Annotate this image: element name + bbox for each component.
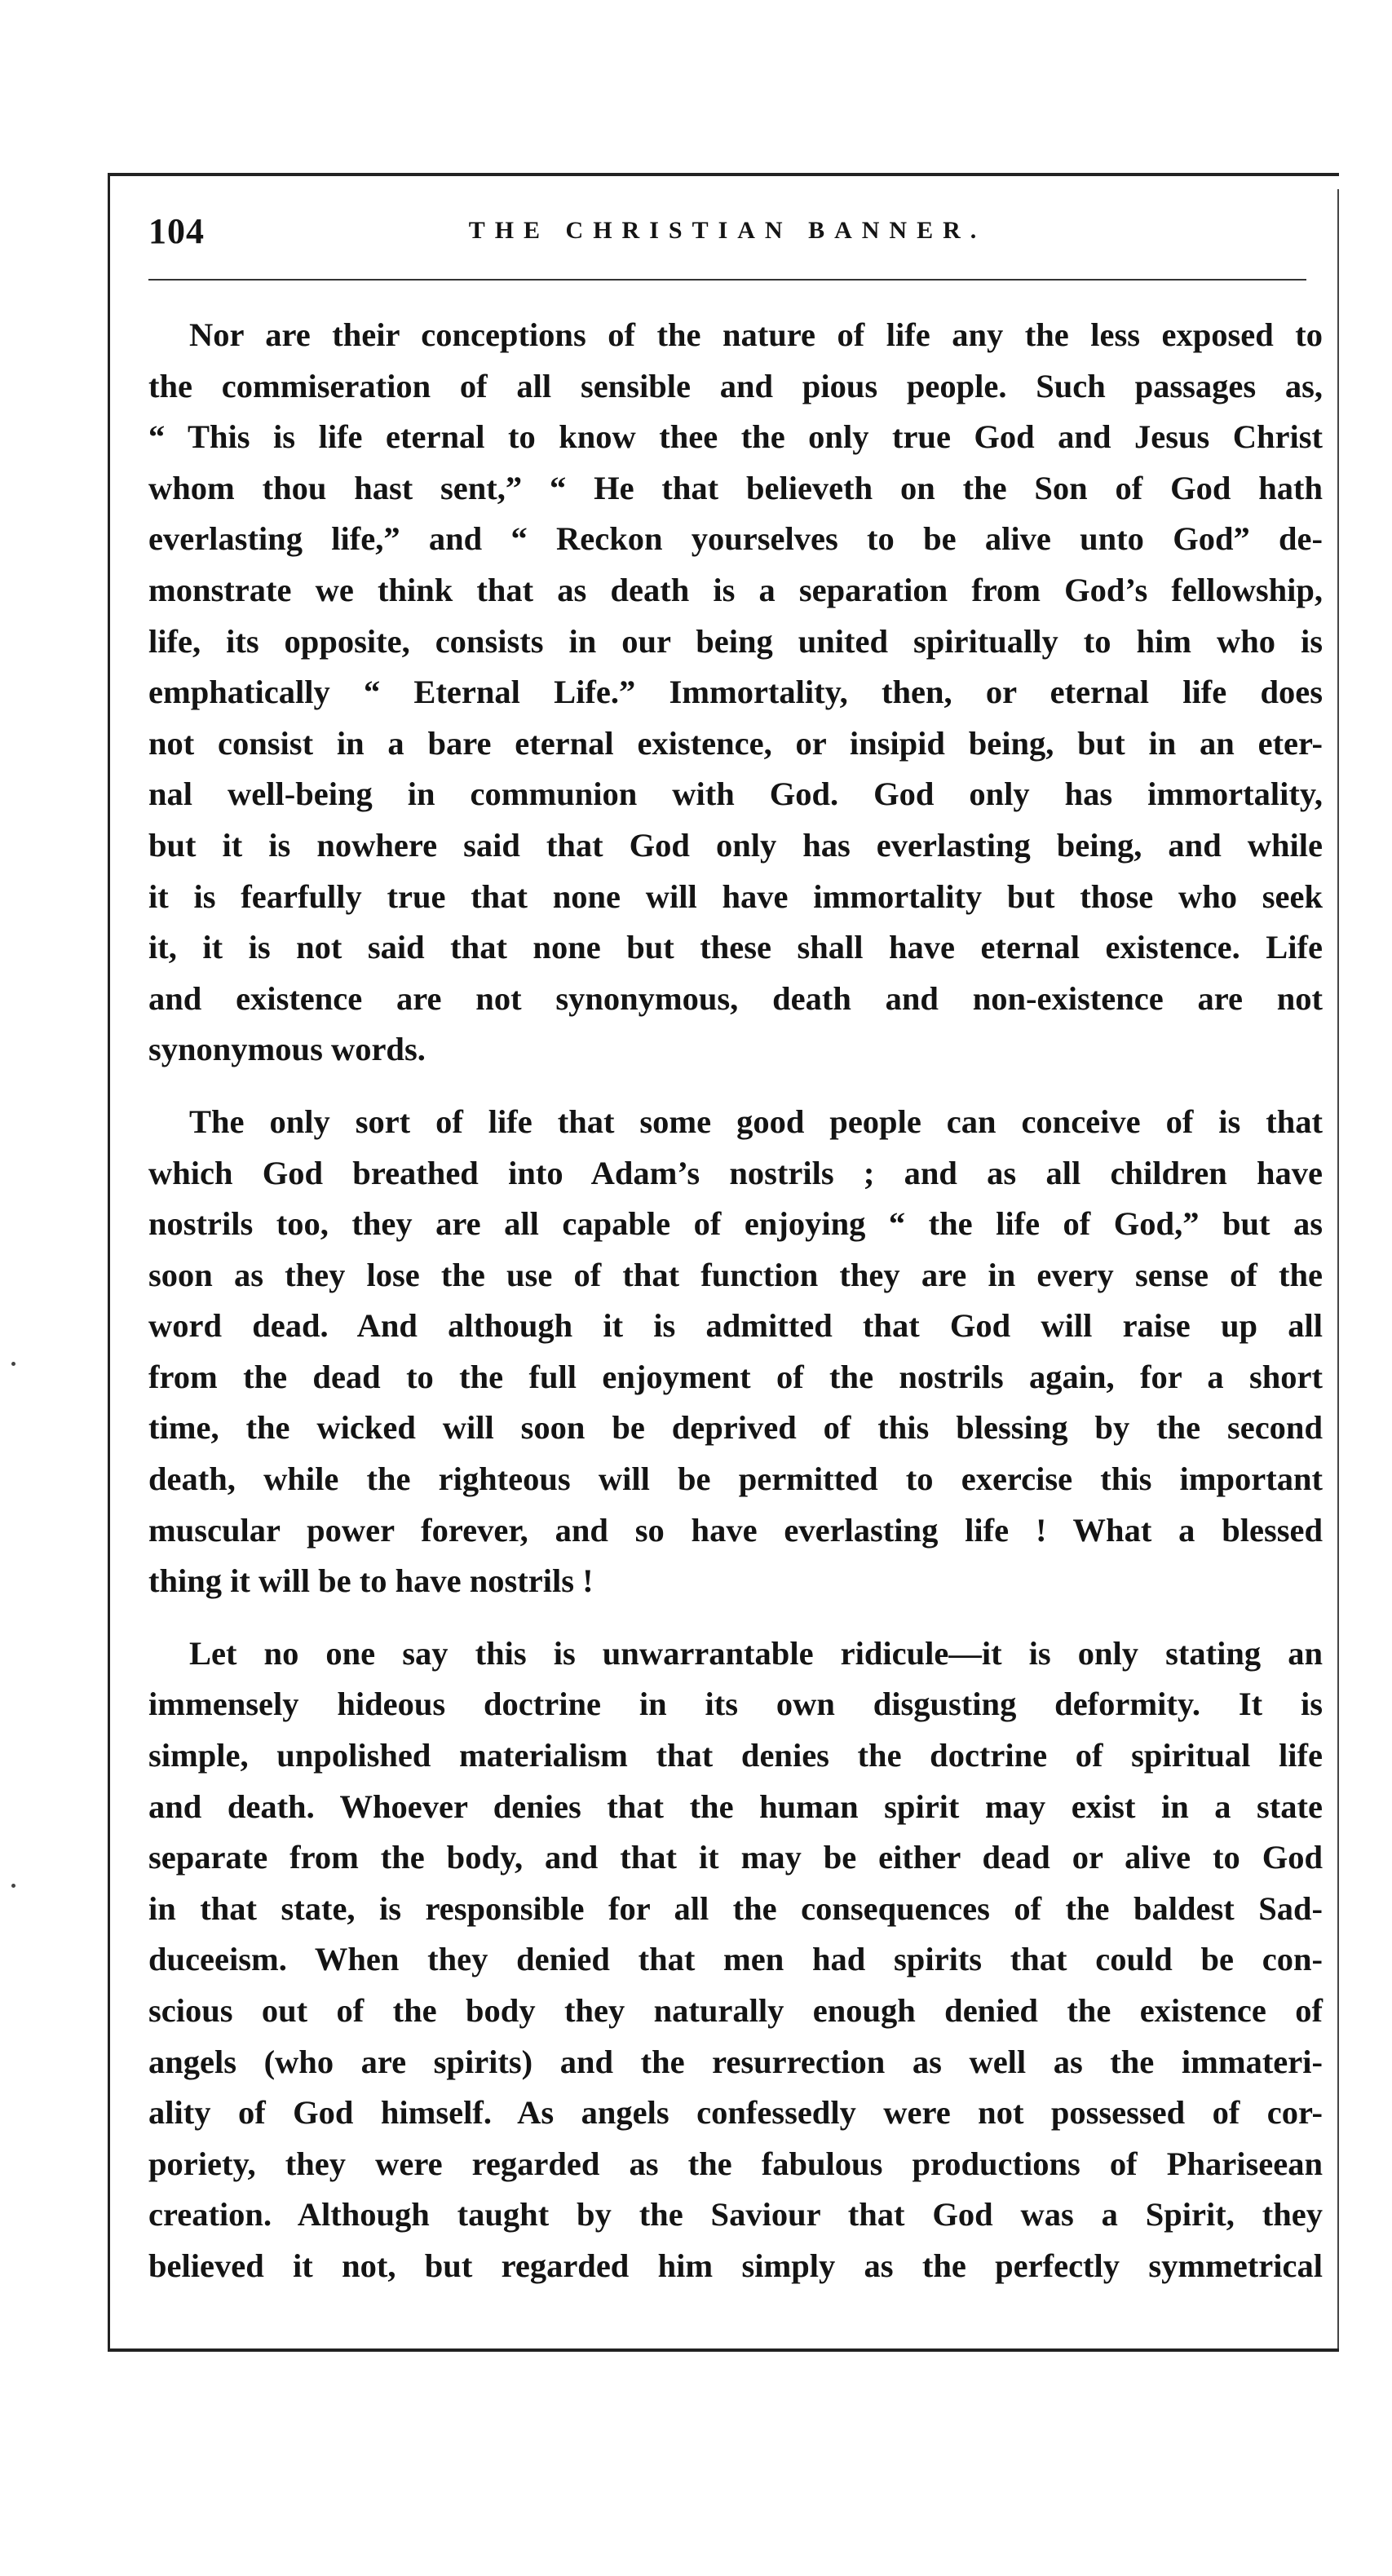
text-line: ality of God himself. As angels confessedly were not possessed of cor- [148, 2094, 1323, 2132]
text-line: not consist in a bare eternal existence, or insipid being, but in an eter- [148, 724, 1323, 762]
text-line: time, the wicked will soon be deprived of this blessing by the second [148, 1409, 1323, 1447]
text-line: it is fearfully true that none will have immortality but those who seek [148, 877, 1323, 915]
text-line: nostrils too, they are all capable of enjoying “ the life of God,” but as [148, 1205, 1323, 1243]
header-divider [148, 279, 1306, 281]
text-line: and death. Whoever denies that the human spirit may exist in a state [148, 1787, 1323, 1825]
text-line: which God breathed into Adam’s nostrils ; and as all children have [148, 1154, 1323, 1191]
text-line: The only sort of life that some good people can conceive of is that [189, 1102, 1323, 1140]
text-line: monstrate we think that as death is a separation from God’s fellowship, [148, 571, 1323, 608]
text-line: nal well-being in communion with God. God only has immortality, [148, 775, 1323, 813]
top-border-rule [108, 173, 1339, 176]
page-frame [108, 173, 1339, 2352]
left-border-rule [108, 173, 110, 2352]
running-head [148, 210, 1306, 259]
text-line: word dead. And although it is admitted that God will raise up all [148, 1307, 1323, 1345]
text-line: angels (who are spirits) and the resurrection as well as the immateri- [148, 2043, 1323, 2080]
text-line: from the dead to the full enjoyment of the nostrils again, for a short [148, 1358, 1323, 1395]
text-line: separate from the body, and that it may be either dead or alive to God [148, 1839, 1323, 1876]
text-line: scious out of the body they naturally enough denied the existence of [148, 1992, 1323, 2029]
text-line: but it is nowhere said that God only has everlasting being, and while [148, 826, 1323, 864]
text-line: believed it not, but regarded him simply as the perfectly symmetrical [148, 2247, 1323, 2284]
text-line: life, its opposite, consists in our being united spiritually to him who is [148, 622, 1323, 660]
text-line: synonymous words. [148, 1031, 426, 1068]
journal-title: THE CHRISTIAN BANNER. [468, 217, 987, 244]
paragraph-2 [148, 1097, 1323, 1607]
ink-speck [11, 1362, 15, 1366]
text-line: muscular power forever, and so have everlasting life ! What a blessed [148, 1511, 1323, 1549]
text-line: thing it will be to have nostrils ! [148, 1562, 594, 1600]
text-line: soon as they lose the use of that function they are in every sense of the [148, 1256, 1323, 1293]
text-line: the commiseration of all sensible and pious people. Such passages as, [148, 367, 1323, 404]
right-border-rule [1337, 189, 1339, 2352]
text-line: Let no one say this is unwarrantable ridicule—it is only stating an [189, 1634, 1323, 1672]
text-line: duceeism. When they denied that men had spirits that could be con- [148, 1941, 1323, 1978]
ink-speck [11, 1884, 15, 1888]
text-line: whom thou hast sent,” “ He that believeth on the Son of God hath [148, 469, 1323, 506]
text-line: “ This is life eternal to know thee the only true God and Jesus Christ [148, 418, 1323, 456]
text-line: death, while the righteous will be permitted to exercise this important [148, 1460, 1323, 1498]
text-line: simple, unpolished materialism that denies the doctrine of spiritual life [148, 1737, 1323, 1774]
text-line: immensely hideous doctrine in its own disgusting deformity. It is [148, 1686, 1323, 1723]
page-number: 104 [148, 211, 205, 251]
paragraph-1 [148, 310, 1323, 1076]
text-line: in that state, is responsible for all the consequences of the baldest Sad- [148, 1889, 1323, 1927]
text-line: creation. Although taught by the Saviour that God was a Spirit, they [148, 2196, 1323, 2234]
text-line: Nor are their conceptions of the nature of life any the less exposed to [189, 316, 1323, 353]
text-line: poriety, they were regarded as the fabulous productions of Phariseean [148, 2145, 1323, 2182]
paragraph-3 [148, 1628, 1323, 2292]
text-line: and existence are not synonymous, death and non-existence are not [148, 979, 1323, 1017]
text-line: everlasting life,” and “ Reckon yourselves to be alive unto God” de- [148, 520, 1323, 558]
text-line: it, it is not said that none but these shall have eternal existence. Life [148, 929, 1323, 966]
bottom-border-rule [108, 2348, 1339, 2352]
text-line: emphatically “ Eternal Life.” Immortality, then, or eternal life does [148, 674, 1323, 711]
article-body [148, 310, 1323, 2313]
